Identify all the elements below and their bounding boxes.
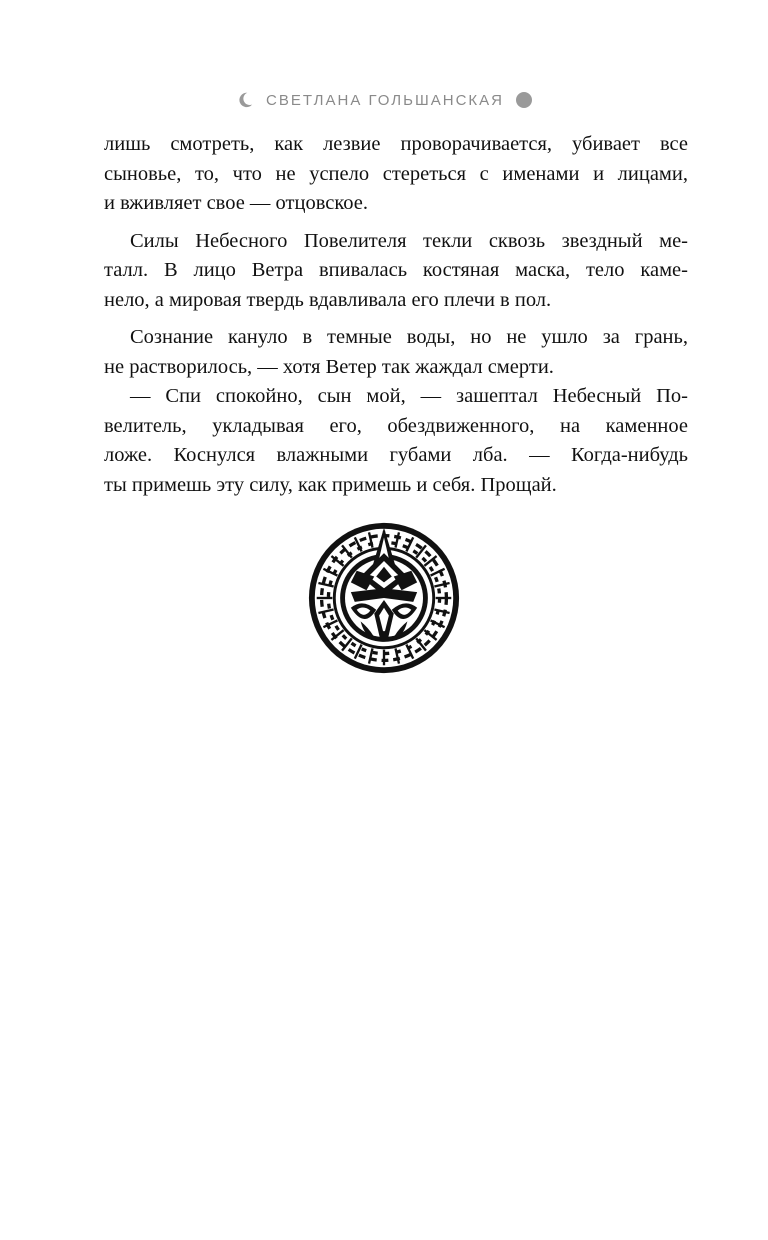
body-text <box>104 130 688 500</box>
text-line: ложе. Коснулся влажными губами лба. — Когда-нибудь <box>104 444 688 466</box>
text-line: Сознание кануло в темные воды, но не ушло за грань, <box>130 326 688 348</box>
paragraph-2 <box>104 227 688 316</box>
text-line: велитель, укладывая его, обездвиженного, на каменное <box>104 414 688 437</box>
text-line: и вживляет свое — отцовское. <box>104 192 369 214</box>
text-line: лишь смотреть, как лезвие проворачивается, убивает все <box>104 133 688 155</box>
running-head <box>0 88 768 112</box>
crescent-moon-icon <box>236 91 254 109</box>
text-line: Силы Небесного Повелителя текли сквозь звездный ме- <box>130 229 688 252</box>
text-line: нело, а мировая твердь вдавливала его плечи в пол. <box>104 288 552 311</box>
text-line: — Спи спокойно, сын мой, — зашептал Небесный По- <box>130 385 688 407</box>
full-moon-icon <box>516 92 532 108</box>
text-line: не растворилось, — хотя Ветер так жаждал смерти. <box>104 355 554 378</box>
text-line: ты примешь эту силу, как примешь и себя. Прощай. <box>104 473 557 496</box>
paragraph-4 <box>104 382 688 500</box>
text-line: талл. В лицо Ветра впивалась костяная маска, тело каме- <box>104 259 688 281</box>
text-line: сыновье, то, что не успело стереться с именами и лицами, <box>104 162 688 185</box>
paragraph-1 <box>104 130 688 219</box>
paragraph-3 <box>104 323 688 382</box>
author-name: СВЕТЛАНА ГОЛЬШАНСКАЯ <box>266 91 504 109</box>
mask-emblem-icon <box>306 520 462 676</box>
